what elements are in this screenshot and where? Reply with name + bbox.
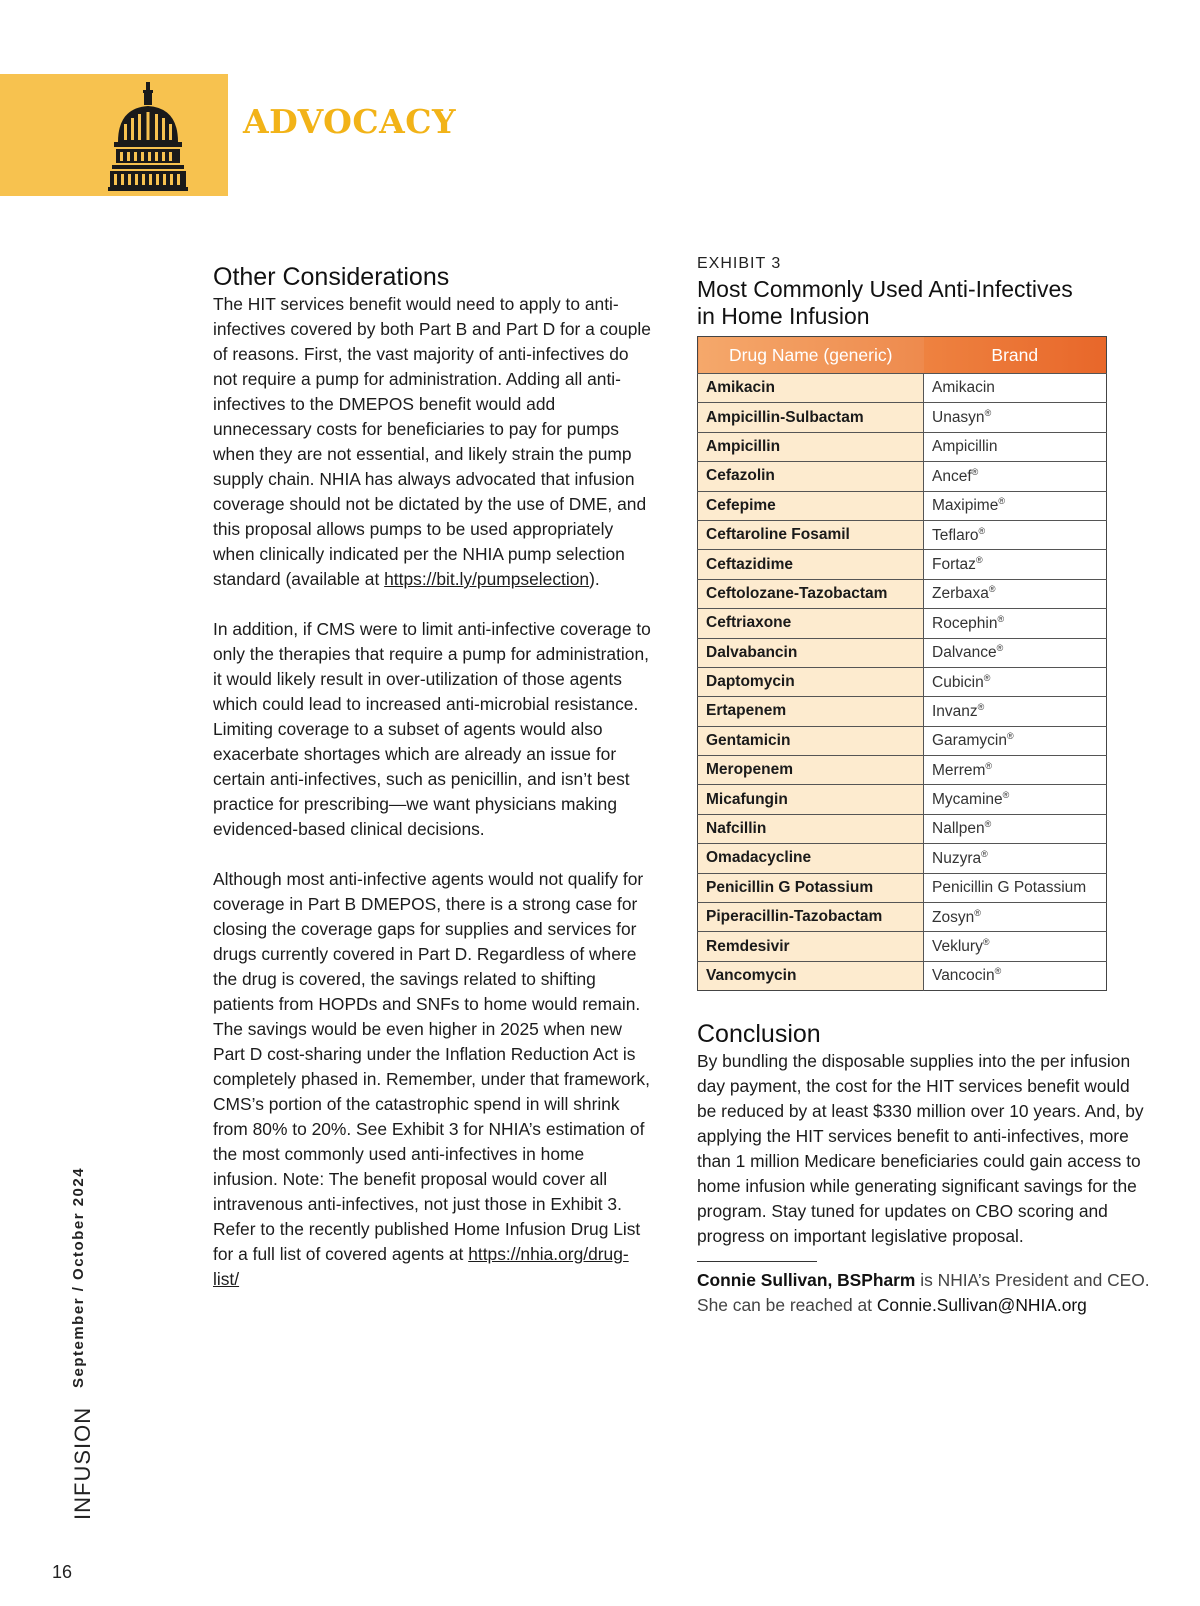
brand-name-text: Fortaz <box>932 556 976 574</box>
brand-name-cell <box>924 432 1107 461</box>
table-row <box>698 462 1107 491</box>
generic-name-cell: Omadacycline <box>698 844 924 873</box>
table-row <box>698 785 1107 814</box>
generic-name-cell: Micafungin <box>698 785 924 814</box>
anti-infectives-table <box>697 336 1107 991</box>
brand-name-text: Zosyn <box>932 908 975 926</box>
brand-name-text: Maxipime <box>932 497 999 515</box>
brand-name-text: Teflaro <box>932 526 979 544</box>
generic-name-cell: Cefazolin <box>698 462 924 491</box>
brand-name-cell <box>924 873 1107 902</box>
registered-mark: ® <box>975 554 983 565</box>
table-row <box>698 374 1107 403</box>
pump-selection-link[interactable]: https://bit.ly/pumpselection <box>384 569 590 589</box>
page-number: 16 <box>52 1562 73 1582</box>
paragraph-1-text: The HIT services benefit would need to apply to anti-infectives covered by both Part B and Part D for a couple of reasons. First, the vast majority of anti-infectives do not require a pump for administration. Adding all anti-infectives to the DMEPOS benefit would add unnecessary costs for beneficiaries to pay for pumps when they are not essential, and likely strain the pump supply chain. NHIA has always advocated that infusion coverage should not be dictated by the use of DME, and this proposal allows pumps to be used appropriately when clinically indicated per the NHIA pump selection standard (available at <box>213 294 651 589</box>
paragraph-3 <box>213 867 653 1292</box>
table-row <box>698 844 1107 873</box>
registered-mark: ® <box>974 907 981 918</box>
column-header-generic: Drug Name (generic) <box>698 337 924 374</box>
generic-name-cell: Daptomycin <box>698 667 924 696</box>
generic-name-cell: Ertapenem <box>698 697 924 726</box>
brand-name-cell <box>924 579 1107 608</box>
table-row <box>698 697 1107 726</box>
generic-name-cell: Nafcillin <box>698 814 924 843</box>
brand-name-text: Veklury <box>932 938 983 956</box>
author-email[interactable]: Connie.Sullivan@NHIA.org <box>876 1295 1087 1316</box>
exhibit-title <box>697 276 1152 330</box>
brand-name-cell <box>924 785 1107 814</box>
brand-name-text: Cubicin <box>932 673 984 691</box>
brand-name-cell <box>924 756 1107 785</box>
registered-mark: ® <box>998 496 1005 507</box>
table-row <box>698 961 1107 990</box>
brand-name-cell <box>924 403 1107 432</box>
table-row <box>698 932 1107 961</box>
brand-name-text: Penicillin G Potassium <box>932 878 1087 896</box>
left-column <box>213 262 653 1292</box>
table-row <box>698 903 1107 932</box>
table-row <box>698 638 1107 667</box>
section-banner <box>0 74 228 196</box>
author-name: Connie Sullivan, BSPharm <box>697 1270 916 1291</box>
generic-name-cell: Piperacillin-Tazobactam <box>698 903 924 932</box>
registered-mark: ® <box>985 760 993 771</box>
brand-name-text: Vancocin <box>932 967 995 985</box>
author-contact-prefix: She can be reached at <box>697 1295 877 1316</box>
table-row <box>698 726 1107 755</box>
brand-name-cell <box>924 726 1107 755</box>
registered-mark: ® <box>982 937 990 948</box>
brand-name-cell <box>924 520 1107 549</box>
generic-name-cell: Ceftolozane-Tazobactam <box>698 579 924 608</box>
infusion-logo: INFUSION <box>70 1406 95 1520</box>
generic-name-cell: Dalvabancin <box>698 638 924 667</box>
generic-name-cell: Amikacin <box>698 374 924 403</box>
brand-name-text: Mycamine <box>932 791 1003 809</box>
table-header-row <box>698 337 1107 374</box>
registered-mark: ® <box>996 643 1004 654</box>
byline-divider <box>697 1261 817 1262</box>
brand-name-cell <box>924 961 1107 990</box>
generic-name-cell: Remdesivir <box>698 932 924 961</box>
registered-mark: ® <box>978 525 986 536</box>
section-title: ADVOCACY <box>243 102 457 141</box>
registered-mark: ® <box>997 613 1005 624</box>
registered-mark: ® <box>994 966 1002 977</box>
table-row <box>698 432 1107 461</box>
issue-date: September / October 2024 <box>70 1166 87 1388</box>
brand-name-cell <box>924 932 1107 961</box>
column-header-brand: Brand <box>924 337 1107 374</box>
brand-name-text: Dalvance <box>932 644 997 662</box>
table-row <box>698 579 1107 608</box>
brand-name-cell <box>924 667 1107 696</box>
generic-name-cell: Ceftazidime <box>698 550 924 579</box>
registered-mark: ® <box>971 466 979 477</box>
brand-name-text: Nuzyra <box>932 850 982 868</box>
registered-mark: ® <box>977 701 985 712</box>
registered-mark: ® <box>1002 790 1010 801</box>
generic-name-cell: Penicillin G Potassium <box>698 873 924 902</box>
author-role: is NHIA’s President and CEO. <box>915 1270 1150 1291</box>
brand-name-cell <box>924 638 1107 667</box>
brand-name-cell <box>924 814 1107 843</box>
table-row <box>698 520 1107 549</box>
conclusion-text: By bundling the disposable supplies into the per infusion day payment, the cost for the HIT services benefit would be reduced by at least $330 million over 10 years. And, by applying the HIT services benefit to anti-infectives, more than 1 million Medicare beneficiaries could gain access to home infusion while generating significant savings for the program. Stay tuned for updates on CBO scoring and progress on important legislative proposal. <box>697 1051 1144 1247</box>
paragraph-1 <box>213 292 653 592</box>
drug-list-link[interactable]: https://nhia.org/drug-list/ <box>213 1244 629 1289</box>
conclusion-heading: Conclusion <box>697 1020 821 1049</box>
brand-name-cell <box>924 462 1107 491</box>
brand-name-text: Rocephin <box>932 614 998 632</box>
other-considerations-heading: Other Considerations <box>213 263 450 291</box>
registered-mark: ® <box>1006 731 1014 742</box>
generic-name-cell: Meropenem <box>698 756 924 785</box>
registered-mark: ® <box>984 408 992 418</box>
table-row <box>698 403 1107 432</box>
author-bio <box>697 1268 1152 1318</box>
paragraph-3-text: Although most anti-infective agents would not qualify for coverage in Part B DMEPOS, there is a strong case for closing the coverage gaps for supplies and services for drugs currently covered in Part D. Regardless of where the drug is covered, the savings related to shifting patients from HOPDs and SNFs to home would remain. The savings would be even higher in 2025 when new Part D cost-sharing under the Inflation Reduction Act is completely phased in. Remember, under that framework, CMS’s portion of the catastrophic spend in will shrink from 80% to 20%. See Exhibit 3 for NHIA’s estimation of the most commonly used anti-infectives in home infusion. Note: The benefit proposal would cover all intravenous anti-infectives, not just those in Exhibit 3. Refer to the recently published Home Infusion Drug List for a full list of covered agents at <box>213 869 650 1264</box>
registered-mark: ® <box>981 848 988 859</box>
table-row <box>698 814 1107 843</box>
brand-name-cell <box>924 697 1107 726</box>
table-row <box>698 873 1107 902</box>
generic-name-cell: Gentamicin <box>698 726 924 755</box>
generic-name-cell: Vancomycin <box>698 961 924 990</box>
exhibit-title-line-2: in Home Infusion <box>697 303 870 329</box>
table-row <box>698 550 1107 579</box>
brand-name-text: Amikacin <box>932 379 995 397</box>
exhibit-label: EXHIBIT 3 <box>697 255 782 272</box>
right-column <box>697 254 1152 1336</box>
brand-name-text: Nallpen <box>932 820 985 838</box>
table-row <box>698 756 1107 785</box>
table-row <box>698 491 1107 520</box>
registered-mark: ® <box>984 819 992 830</box>
generic-name-cell: Ampicillin <box>698 432 924 461</box>
exhibit-title-line-1: Most Commonly Used Anti-Infectives <box>697 276 1073 302</box>
brand-name-cell <box>924 374 1107 403</box>
brand-name-cell <box>924 550 1107 579</box>
paragraph-2: In addition, if CMS were to limit anti-infective coverage to only the therapies that require a pump for administration, it would likely result in over-utilization of those agents which could lead to increased anti-microbial resistance. Limiting coverage to a subset of agents would also exacerbate shortages which are already an issue for certain anti-infectives, such as penicillin, and isn’t best practice for prescribing—we want physicians making evidenced-based clinical decisions. <box>213 619 651 839</box>
brand-name-text: Garamycin <box>932 732 1007 750</box>
brand-name-text: Ancef <box>932 467 972 485</box>
generic-name-cell: Ampicillin-Sulbactam <box>698 403 924 432</box>
brand-name-text: Invanz <box>932 703 978 721</box>
table-row <box>698 667 1107 696</box>
generic-name-cell: Ceftriaxone <box>698 609 924 638</box>
generic-name-cell: Cefepime <box>698 491 924 520</box>
brand-name-text: Zerbaxa <box>932 585 989 603</box>
brand-name-cell <box>924 903 1107 932</box>
brand-name-text: Merrem <box>932 761 986 779</box>
brand-name-cell <box>924 844 1107 873</box>
generic-name-cell: Ceftaroline Fosamil <box>698 520 924 549</box>
brand-name-text: Ampicillin <box>932 437 998 455</box>
brand-name-cell <box>924 491 1107 520</box>
table-row <box>698 609 1107 638</box>
capitol-dome-icon <box>108 80 188 194</box>
brand-name-text: Unasyn <box>932 409 985 427</box>
brand-name-cell <box>924 609 1107 638</box>
registered-mark: ® <box>983 672 991 683</box>
registered-mark: ® <box>988 584 996 595</box>
paragraph-1-end: ). <box>589 569 600 589</box>
